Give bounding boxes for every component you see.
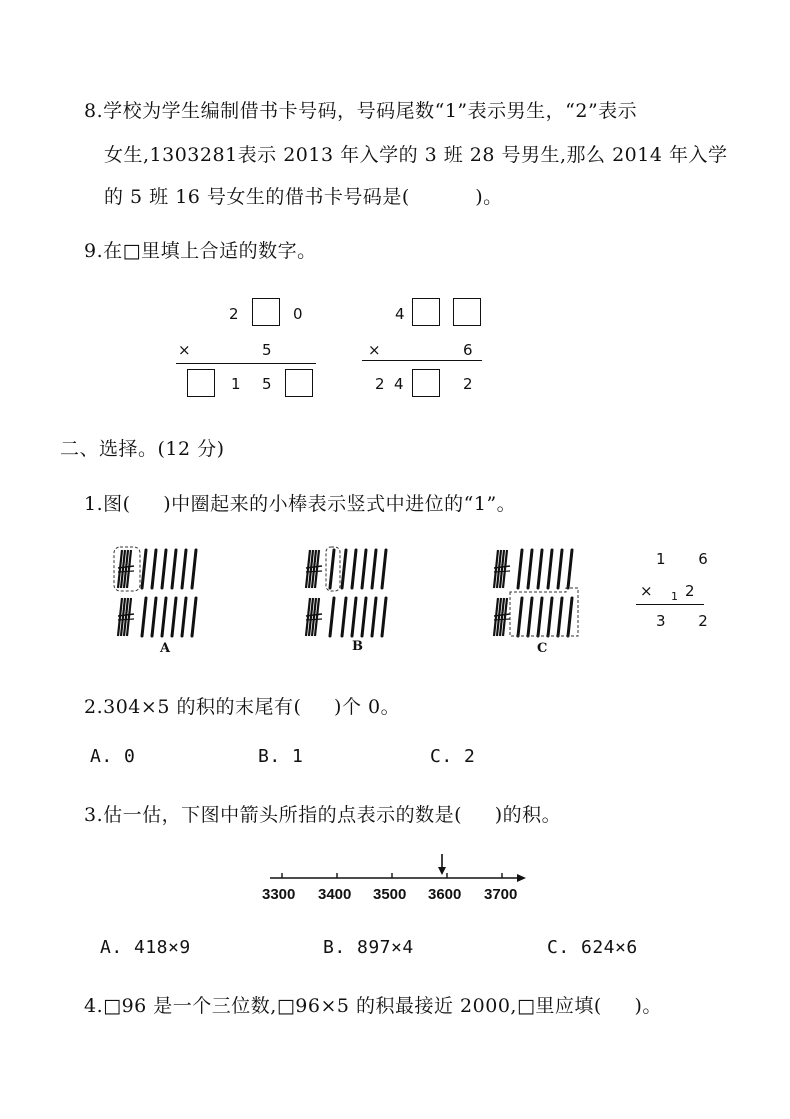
choice-3-question: 3.估一估，下图中箭头所指的点表示的数是( )的积。 — [84, 804, 562, 826]
axis-label: 3300 — [262, 886, 296, 903]
times-sign: × — [368, 341, 381, 359]
times-sign: × — [640, 582, 653, 600]
choice-1-question: 1.图( )中圈起来的小棒表示竖式中进位的“1”。 — [84, 493, 517, 515]
calc-result: 3 2 — [656, 612, 722, 630]
down-arrow-icon — [438, 854, 446, 875]
digit: 1 — [231, 375, 241, 393]
digit: 6 — [463, 341, 473, 359]
number-line — [262, 850, 532, 886]
digit: 5 — [262, 341, 272, 359]
digit: 2 — [463, 375, 473, 393]
answer-box[interactable] — [252, 298, 280, 326]
figure-a — [114, 547, 196, 636]
axis-label: 3700 — [484, 886, 518, 903]
section-2-title: 二、选择。(12 分) — [60, 438, 225, 460]
choice-4-question: 4.□96 是一个三位数,□96×5 的积最接近 2000,□里应填( )。 — [84, 995, 662, 1017]
digit: 4 — [394, 375, 404, 393]
figure-c — [494, 550, 578, 636]
sticks-figure — [100, 540, 600, 652]
axis-label: 3400 — [318, 886, 352, 903]
choice-2-option-a[interactable]: A. 0 — [90, 746, 136, 767]
answer-box[interactable] — [412, 298, 440, 326]
q8-line-3: 的 5 班 16 号女生的借书卡号码是( )。 — [104, 186, 503, 208]
digit: 0 — [293, 305, 303, 323]
choice-2-question: 2.304×5 的积的末尾有( )个 0。 — [84, 696, 401, 718]
digit: 2 — [229, 305, 239, 323]
choice-3-option-a[interactable]: A. 418×9 — [100, 937, 191, 958]
digit: 2 — [375, 375, 385, 393]
figure-b — [306, 547, 386, 636]
q9-title: 9.在□里填上合适的数字。 — [84, 240, 317, 262]
q8-line-1: 8.学校为学生编制借书卡号码，号码尾数“1”表示男生，“2”表示 — [84, 100, 638, 122]
calc-rule — [636, 604, 704, 605]
figure-label-b: B — [352, 639, 363, 654]
q8-line-2: 女生,1303281表示 2013 年入学的 3 班 28 号男生,那么 2014 年入学 — [104, 144, 728, 166]
answer-box[interactable] — [285, 369, 313, 397]
digit: 4 — [395, 305, 405, 323]
axis-label: 3600 — [428, 886, 462, 903]
figure-label-c: C — [537, 641, 548, 656]
calc-rule — [362, 360, 482, 361]
calc-multiplier: 2 — [685, 582, 695, 600]
calc-top: 1 6 — [656, 550, 722, 568]
choice-2-option-c[interactable]: C. 2 — [430, 746, 476, 767]
answer-box[interactable] — [453, 298, 481, 326]
answer-box[interactable] — [412, 369, 440, 397]
digit: 5 — [262, 375, 272, 393]
choice-2-option-b[interactable]: B. 1 — [258, 746, 304, 767]
times-sign: × — [178, 341, 191, 359]
choice-3-option-c[interactable]: C. 624×6 — [547, 937, 638, 958]
choice-3-option-b[interactable]: B. 897×4 — [323, 937, 414, 958]
figure-label-a: A — [160, 641, 171, 656]
axis-label: 3500 — [373, 886, 407, 903]
answer-box[interactable] — [187, 369, 215, 397]
calc-rule — [176, 363, 316, 364]
carry-digit: 1 — [671, 590, 678, 603]
